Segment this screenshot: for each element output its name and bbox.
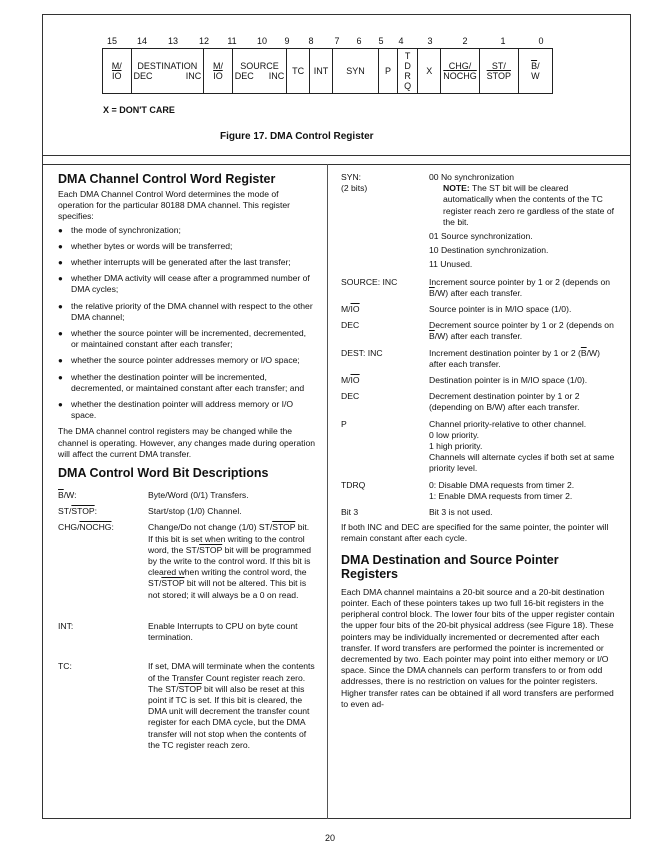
list-item: ● whether the destination pointer will address memory or I/O space. [58, 399, 316, 421]
reg-field-bw: $\overline{B}/$ W [518, 49, 552, 94]
bit-number: 6 [356, 36, 362, 46]
bit-number: 5 [378, 36, 384, 46]
bit-number: 7 [334, 36, 340, 46]
def-key: Bit 3 [341, 507, 359, 518]
paragraph: If both INC and DEC are specified for the same pointer, the pointer will remain constant after each cycle. [341, 522, 609, 544]
left-column [58, 172, 316, 751]
list-item: ● whether the source pointer addresses memory or I/O space; [58, 355, 316, 366]
list-item: ● whether the source pointer will be incremented, decremented, or maintained constant after each transfer; [58, 328, 316, 350]
def-key: TDRQ [341, 479, 366, 490]
section-heading: DMA Destination and Source Pointer Registers [341, 552, 559, 581]
reg-field-source: SOURCE DEC INC [232, 49, 287, 94]
def-key: P [341, 418, 347, 429]
def-value: Byte/Word (0/1) Transfers. [148, 490, 249, 501]
list-item: ● the relative priority of the DMA channel with respect to the other DMA channel; [58, 301, 316, 323]
def-value: Decrement source pointer by 1 or 2 (depends on $\overline{B}/W$) after each transfer. [429, 320, 614, 342]
def-value: Source pointer is in M/IO space (1/0). [429, 304, 572, 315]
def-value: Increment source pointer by 1 or 2 (depends on $\overline{B}/W$) after each transfer. [429, 276, 611, 298]
bit-number: 13 [167, 36, 179, 46]
reg-field-chg-nochg: CHG/ NOCHG [441, 49, 480, 94]
list-item: ● whether bytes or words will be transferred; [58, 241, 316, 252]
def-value: 00 No synchronization NOTE: The ST bit will be cleared automatically when the contents of the TC register reach zero re gardless of the state of the bit. 01 Source synchronization. 10 Destination synchronization. 11 Unused. [429, 172, 615, 270]
page-number: 20 [325, 833, 336, 843]
bit-number: 8 [308, 36, 314, 46]
figure-caption: Figure 17. DMA Control Register [220, 131, 374, 142]
def-value: Increment destination pointer by 1 or 2 $(\overline{B}/W)$ after each transfer. [429, 347, 601, 369]
bit-descriptions [58, 490, 316, 751]
reg-field-destination: DESTINATION DEC INC [131, 49, 204, 94]
bit-number: 3 [427, 36, 433, 46]
def-key: INT: [58, 620, 74, 631]
section-heading: DMA Control Word Bit Descriptions [58, 466, 269, 481]
bit-number: 15 [106, 36, 118, 46]
right-column [341, 172, 619, 710]
reg-field-unused: X [418, 49, 441, 94]
def-key: DEC [341, 391, 360, 402]
list-item: ● whether the destination pointer will be incremented, decremented, or maintained constant after each transfer; and [58, 372, 316, 394]
def-value: Start/stop (1/0) Channel. [148, 506, 242, 517]
dont-care-legend: X = DON'T CARE [103, 105, 175, 115]
paragraph: Each DMA Channel Control Word determines the mode of operation for the particular 80188 DMA channel. This register specifies: [58, 189, 291, 222]
def-key: SYN: (2 bits) [341, 172, 368, 194]
def-value: Channel priority-relative to other channel. 0 low priority. 1 high priority. Channels will alternate cycles if both set at same priority level. [429, 418, 615, 474]
reg-field-tc: TC [287, 49, 310, 94]
bit-descriptions-continued [341, 172, 619, 522]
bit-number: 4 [398, 36, 404, 46]
reg-field-tdrq: T D R Q [397, 49, 418, 94]
paragraph: The DMA channel control registers may be changed while the channel is operating. However, any changes made during operation will affect the current DMA transfer. [58, 426, 316, 459]
bit-number: 10 [256, 36, 268, 46]
def-value: Bit 3 is not used. [429, 507, 493, 518]
reg-field-dest-mio: M/ $\overline{IO}$ [103, 49, 132, 94]
column-divider [327, 164, 328, 819]
def-key: DEC [341, 320, 360, 331]
def-value: Change/Do not change (1/0) ST/STOP bit. If this bit is set when writing to the control word, the ST/STOP bit will be programmed by the write to the control word. If this bit is cleared when writing the control word, the ST/STOP bit will not be altered. This bit is not stored; it will always be a 0 on read. [148, 522, 312, 600]
def-value: Enable Interrupts to CPU on byte count termination. [148, 620, 298, 643]
bit-number: 14 [136, 36, 148, 46]
paragraph: Each DMA channel maintains a 20-bit source and a 20-bit destination pointer. Each of these pointers takes up two full 16-bit registers in the peripheral control block. The lower four bits of the upper register contain the upper four bits of the 20-bit physical address (see Figure 18). These pointers may be individually incremented or decremented after each transfer. If word transfers are performed the pointer is incremented or decremented by two. Each pointer may point into either memory or I/O space. Since the DMA channels can perform transfers to or from odd addresses, there is no restriction on values for the pointer registers. Higher transfer rates can be obtained if all word transfers are performed to even ad- [341, 586, 615, 709]
reg-field-p: P [379, 49, 398, 94]
list-item: ● the mode of synchronization; [58, 225, 316, 236]
section-heading: DMA Channel Control Word Register [58, 172, 276, 186]
reg-field-int: INT [310, 49, 333, 94]
bullet-list [58, 225, 316, 422]
def-key: $M/\overline{IO}$ [341, 304, 360, 315]
reg-field-syn: SYN [332, 49, 378, 94]
bit-number: 9 [284, 36, 290, 46]
def-key: $M/\overline{IO}$ [341, 375, 360, 386]
def-key: SOURCE: INC [341, 276, 398, 287]
def-value: Destination pointer is in M/IO space (1/0). [429, 375, 588, 386]
bit-number: 2 [462, 36, 468, 46]
def-key: ST/STOP: [58, 506, 98, 517]
def-key: $\overline{B}/W$: [58, 490, 77, 501]
def-key: CHG/NOCHG: [58, 522, 114, 533]
dma-control-register-diagram [102, 48, 553, 94]
def-value: If set, DMA will terminate when the contents of the Transfer Count register reach zero. The ST/STOP bit will also be reset at this point if TC is set. If this bit is cleared, the DMA unit will decrement the transfer count register for each DMA cycle, but the DMA transfer will not stop when the contents of the TC register reach zero. [148, 661, 315, 750]
bit-number: 1 [500, 36, 506, 46]
reg-field-src-mio: M/ $\overline{IO}$ [204, 49, 233, 94]
bit-number: 0 [538, 36, 544, 46]
def-key: DEST: INC [341, 347, 383, 358]
list-item: ● whether interrupts will be generated after the last transfer; [58, 257, 316, 268]
def-value: 0: Disable DMA requests from timer 2. 1: Enable DMA requests from timer 2. [429, 479, 575, 501]
reg-field-st-stop: ST/ STOP [480, 49, 519, 94]
figure-divider-2 [42, 164, 631, 165]
def-value: Decrement destination pointer by 1 or 2 (depending on B/W) after each transfer. [429, 391, 580, 413]
bit-number: 11 [227, 36, 237, 46]
figure-divider [42, 155, 631, 156]
list-item: ● whether DMA activity will cease after a programmed number of DMA cycles; [58, 273, 316, 295]
def-key: TC: [58, 661, 72, 672]
bit-number: 12 [198, 36, 210, 46]
